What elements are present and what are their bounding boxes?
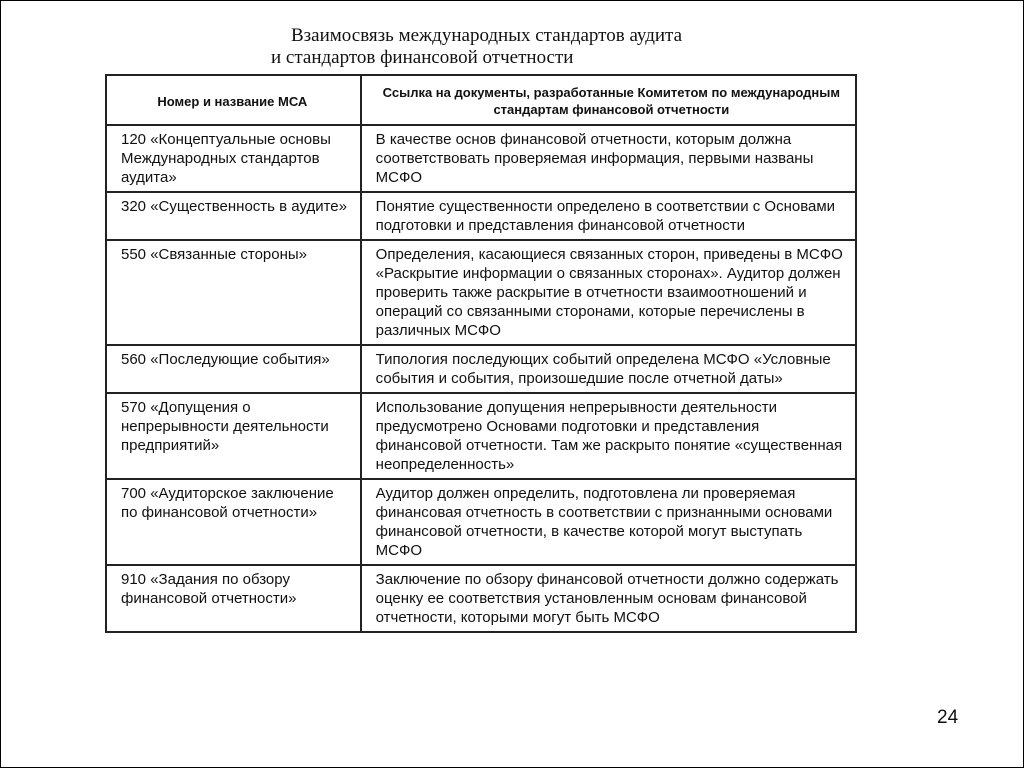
standard-cell: 550 «Связанные стороны» bbox=[106, 240, 361, 345]
slide-title bbox=[271, 25, 851, 69]
standard-cell: 910 «Задания по обзору финансовой отчетности» bbox=[106, 565, 361, 632]
title-line-1: Взаимосвязь международных стандартов аудита bbox=[291, 25, 683, 46]
reference-cell: Аудитор должен определить, подготовлена ли проверяемая финансовая отчетность в соответствии с признанными основами финансовой отчетности, в качестве которой могут выступать МСФО bbox=[361, 479, 856, 565]
standard-cell: 560 «Последующие события» bbox=[106, 345, 361, 393]
reference-cell: Заключение по обзору финансовой отчетности должно содержать оценку ее соответствия установленным основам финансовой отчетности, которыми могут быть МСФО bbox=[361, 565, 856, 632]
table-row bbox=[106, 479, 856, 565]
header-standard: Номер и название МСА bbox=[106, 75, 361, 125]
table-row bbox=[106, 125, 856, 192]
standard-cell: 570 «Допущения о непрерывности деятельности предприятий» bbox=[106, 393, 361, 479]
table-header-row bbox=[106, 75, 856, 125]
standard-cell: 700 «Аудиторское заключение по финансовой отчетности» bbox=[106, 479, 361, 565]
table-row bbox=[106, 565, 856, 632]
header-reference: Ссылка на документы, разработанные Комитетом по международным стандартам финансовой отчетности bbox=[361, 75, 856, 125]
table-row bbox=[106, 240, 856, 345]
table-row bbox=[106, 345, 856, 393]
reference-cell: Определения, касающиеся связанных сторон, приведены в МСФО «Раскрытие информации о связанных сторонах». Аудитор должен проверить также раскрытие в отчетности взаимоотношений и операций со связанными сторонами, которые перечислены в различных МСФО bbox=[361, 240, 856, 345]
reference-cell: Типология последующих событий определена МСФО «Условные события и события, произошедшие после отчетной даты» bbox=[361, 345, 856, 393]
table-row bbox=[106, 192, 856, 240]
title-line-2: и стандартов финансовой отчетности bbox=[271, 47, 574, 68]
table-row bbox=[106, 393, 856, 479]
standards-table bbox=[105, 74, 857, 633]
page-number: 24 bbox=[937, 707, 959, 728]
standard-cell: 320 «Существенность в аудите» bbox=[106, 192, 361, 240]
reference-cell: В качестве основ финансовой отчетности, которым должна соответствовать проверяемая информация, первыми названы МСФО bbox=[361, 125, 856, 192]
standard-cell: 120 «Концептуальные основы Международных стандартов аудита» bbox=[106, 125, 361, 192]
reference-cell: Понятие существенности определено в соответствии с Основами подготовки и представления финансовой отчетности bbox=[361, 192, 856, 240]
reference-cell: Использование допущения непрерывности деятельности предусмотрено Основами подготовки и представления финансовой отчетности. Там же раскрыто понятие «существенная неопределенность» bbox=[361, 393, 856, 479]
